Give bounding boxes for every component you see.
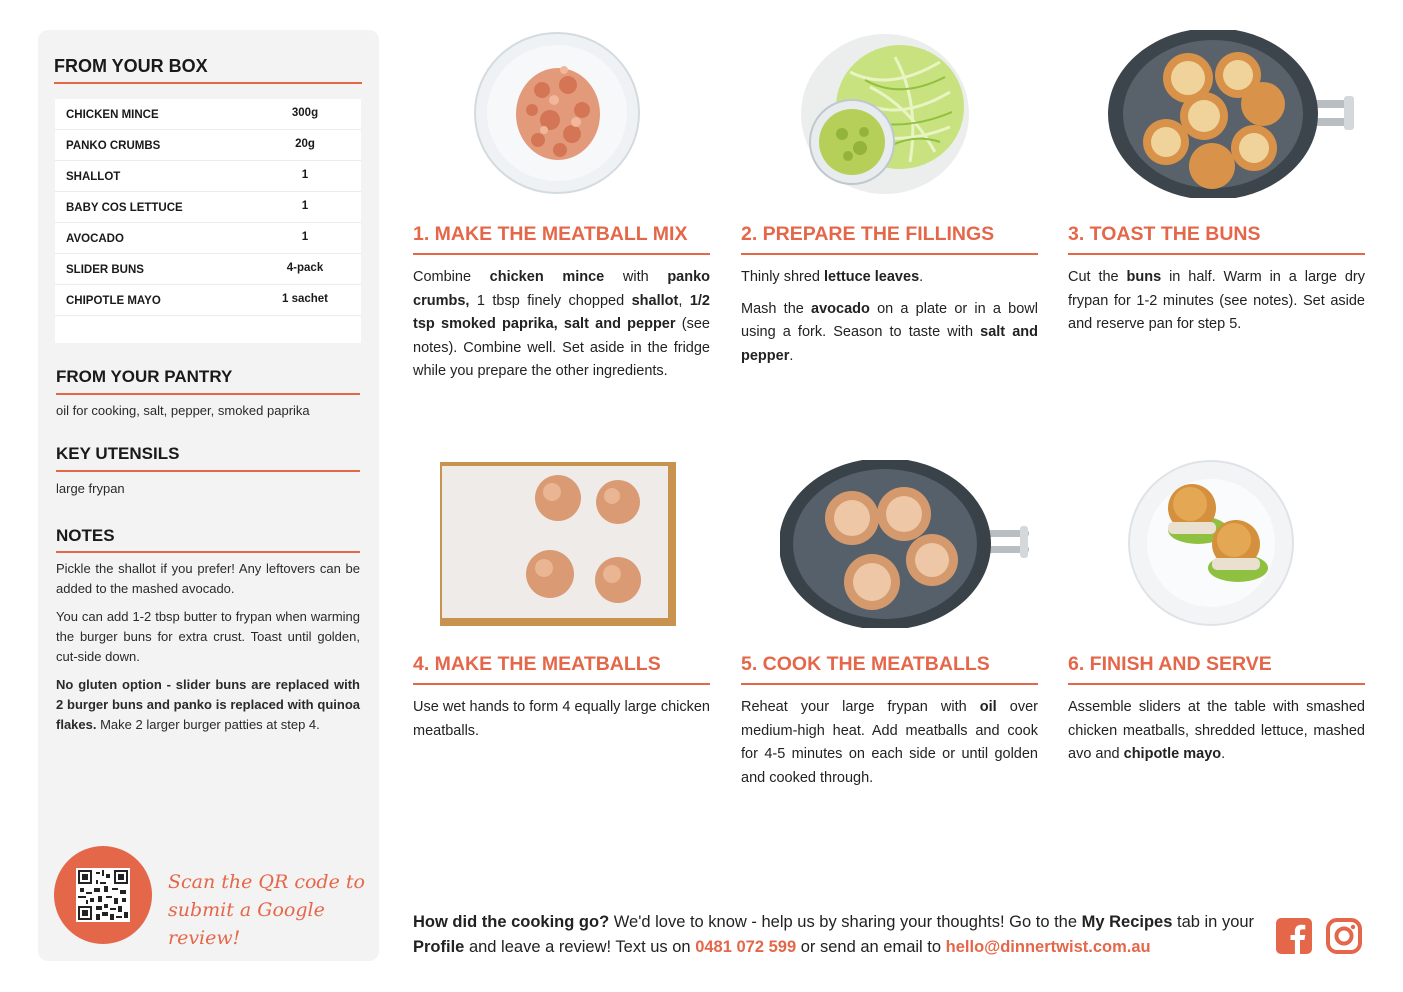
note-bold: No gluten option - slider buns are replaced with 2 burger buns and panko is replaced with quinoa flakes. [56, 677, 360, 732]
step-5-title: 5. COOK THE MEATBALLS [741, 653, 990, 675]
qr-line: submit a Google review! [168, 899, 325, 949]
divider [1068, 683, 1365, 685]
sidebar [38, 30, 379, 961]
ingredient-row [55, 161, 361, 192]
ingredient-name: BABY COS LETTUCE [66, 202, 183, 214]
feedback-footer: How did the cooking go? We'd love to know - help us by sharing your thoughts! Go to the My Recipes tab in your Profile and leave a review! Text us on 0481 072 599 or send an email to hello@dinnertwist.com.au [413, 913, 1255, 956]
note-text [56, 675, 360, 735]
pantry-text: oil for cooking, salt, pepper, smoked paprika [56, 403, 310, 418]
step-3-text: Cut the buns in half. Warm in a large dry frypan for 1-2 minutes (see notes). Set aside and reserve pan for step 5. [1068, 269, 1366, 332]
qr-review-text [168, 868, 368, 952]
step-6-title: 6. FINISH AND SERVE [1068, 653, 1272, 675]
step-1-photo [472, 30, 642, 196]
notes-title: NOTES [56, 526, 115, 545]
ingredient-name: AVOCADO [66, 233, 124, 245]
step-1-text: Combine chicken mince with panko crumbs, 1 tbsp finely chopped shallot, 1/2 tsp smoked paprika, salt and pepper (see notes). Combine well. Set aside in the fridge while you prepare the other ingredients. [413, 269, 711, 379]
divider [413, 683, 710, 685]
divider [56, 551, 360, 553]
from-your-box-title: FROM YOUR BOX [54, 56, 208, 76]
ingredient-qty: 1 [301, 200, 309, 212]
instagram-icon[interactable] [1326, 918, 1362, 954]
step-4-text: Use wet hands to form 4 equally large chicken meatballs. [413, 699, 710, 739]
ingredient-name: SLIDER BUNS [66, 264, 144, 276]
ingredient-name: SHALLOT [66, 171, 121, 183]
ingredient-qty: 300g [291, 107, 319, 119]
ingredient-name: CHICKEN MINCE [66, 109, 159, 121]
ingredients-table [55, 99, 361, 343]
ingredient-row [55, 130, 361, 161]
ingredient-qty: 1 sachet [281, 293, 329, 305]
divider [413, 253, 710, 255]
note-text: Pickle the shallot if you prefer! Any leftovers can be added to the mashed avocado. [56, 561, 360, 596]
step-1-title: 1. MAKE THE MEATBALL MIX [413, 223, 688, 245]
ingredient-row [55, 223, 361, 254]
step-4-photo [440, 462, 676, 626]
step-2-text: Thinly shred lettuce leaves. Mash the avocado on a plate or in a bowl using a fork. Season to taste with salt and pepper. [741, 269, 1039, 364]
divider [56, 470, 360, 472]
step-3-photo [1108, 30, 1358, 198]
note-rest: Make 2 larger burger patties at step 4. [96, 717, 320, 732]
ingredient-qty: 20g [295, 138, 315, 150]
qr-code-icon [76, 868, 130, 922]
ingredient-row [55, 254, 361, 285]
divider [54, 82, 362, 84]
divider [741, 683, 1038, 685]
phone-link[interactable]: 0481 072 599 [695, 938, 797, 956]
ingredient-row [55, 285, 361, 316]
qr-line: Scan the QR code to [168, 871, 365, 893]
ingredient-row [55, 192, 361, 223]
facebook-icon[interactable] [1276, 918, 1312, 954]
ingredient-qty: 1 [301, 169, 309, 181]
ingredient-qty: 1 [301, 231, 309, 243]
step-2-photo [800, 32, 970, 196]
email-link[interactable]: hello@dinnertwist.com.au [945, 938, 1151, 956]
step-3-title: 3. TOAST THE BUNS [1068, 223, 1261, 245]
step-6-photo [1128, 460, 1294, 626]
step-4-title: 4. MAKE THE MEATBALLS [413, 653, 661, 675]
pantry-title: FROM YOUR PANTRY [56, 367, 233, 386]
qr-code-badge[interactable] [54, 846, 152, 944]
step-2-title: 2. PREPARE THE FILLINGS [741, 223, 995, 245]
ingredient-qty: 4-pack [286, 262, 324, 274]
utensils-text: large frypan [56, 481, 125, 496]
note-text: You can add 1-2 tbsp butter to frypan when warming the burger buns for extra crust. Toast until golden, cut-side down. [56, 609, 360, 664]
divider [56, 393, 360, 395]
step-5-photo [780, 460, 1032, 628]
divider [741, 253, 1038, 255]
step-6-text: Assemble sliders at the table with smashed chicken meatballs, shredded lettuce, mashed avo and chipotle mayo. [1068, 699, 1365, 762]
notes-body [56, 559, 360, 743]
divider [1068, 253, 1365, 255]
ingredient-row [55, 99, 361, 130]
utensils-title: KEY UTENSILS [56, 444, 180, 463]
ingredient-name: PANKO CRUMBS [66, 140, 161, 152]
ingredient-name: CHIPOTLE MAYO [66, 295, 161, 307]
step-5-text: Reheat your large frypan with oil over medium-high heat. Add meatballs and cook for 4-5 minutes on each side or until golden and cooked through. [741, 699, 1038, 786]
